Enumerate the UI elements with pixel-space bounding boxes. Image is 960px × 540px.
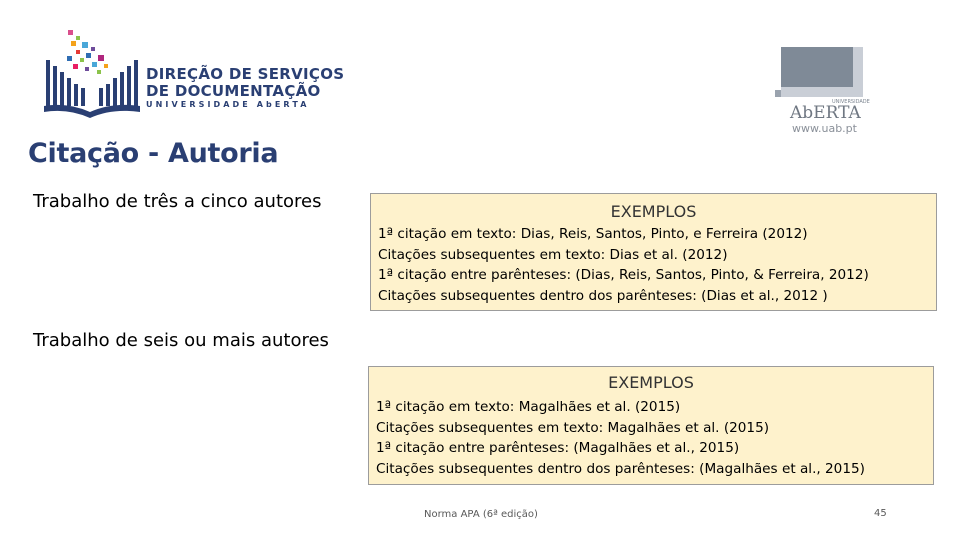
- examples-box-six-or-more: [368, 366, 934, 485]
- uab-logo: [772, 44, 872, 136]
- examples-list: [378, 224, 869, 306]
- slide-title: Citação - Autoria: [28, 138, 279, 169]
- footer-text: Norma APA (6ª edição): [424, 509, 538, 520]
- example-line: 1ª citação entre parênteses: (Dias, Reis, Santos, Pinto, & Ferreira, 2012): [378, 267, 869, 283]
- uab-emblem-icon: [772, 44, 872, 102]
- logo-line-1: DIREÇÃO DE SERVIÇOS: [146, 65, 345, 83]
- examples-heading: EXEMPLOS: [608, 373, 694, 392]
- section-label-six-or-more: Trabalho de seis ou mais autores: [33, 330, 329, 351]
- uab-url: www.uab.pt: [792, 122, 857, 135]
- page-number: 45: [874, 508, 887, 519]
- uab-small-text: UNIVERSIDADE: [832, 99, 870, 105]
- examples-box-three-to-five: [370, 193, 937, 311]
- book-logo-icon: [40, 26, 146, 120]
- example-line: 1ª citação entre parênteses: (Magalhães et al., 2015): [376, 440, 740, 456]
- example-line: Citações subsequentes em texto: Dias et al. (2012): [378, 246, 728, 263]
- examples-heading: EXEMPLOS: [610, 202, 697, 221]
- example-line: 1ª citação em texto: Magalhães et al. (2015): [376, 399, 681, 415]
- examples-list: [376, 397, 865, 479]
- logo-line-3: UNIVERSIDADE AbERTA: [146, 100, 310, 109]
- logo-line-2: DE DOCUMENTAÇÃO: [146, 82, 321, 100]
- example-line: Citações subsequentes dentro dos parênteses: (Dias et al., 2012 ): [378, 287, 828, 304]
- example-line: Citações subsequentes em texto: Magalhães et al. (2015): [376, 419, 770, 436]
- example-line: 1ª citação em texto: Dias, Reis, Santos, Pinto, e Ferreira (2012): [378, 226, 808, 242]
- section-label-three-to-five: Trabalho de três a cinco autores: [33, 191, 322, 212]
- example-line: Citações subsequentes dentro dos parênteses: (Magalhães et al., 2015): [376, 460, 865, 477]
- dsd-logo: [40, 26, 345, 120]
- uab-name: AbERTA: [790, 103, 861, 123]
